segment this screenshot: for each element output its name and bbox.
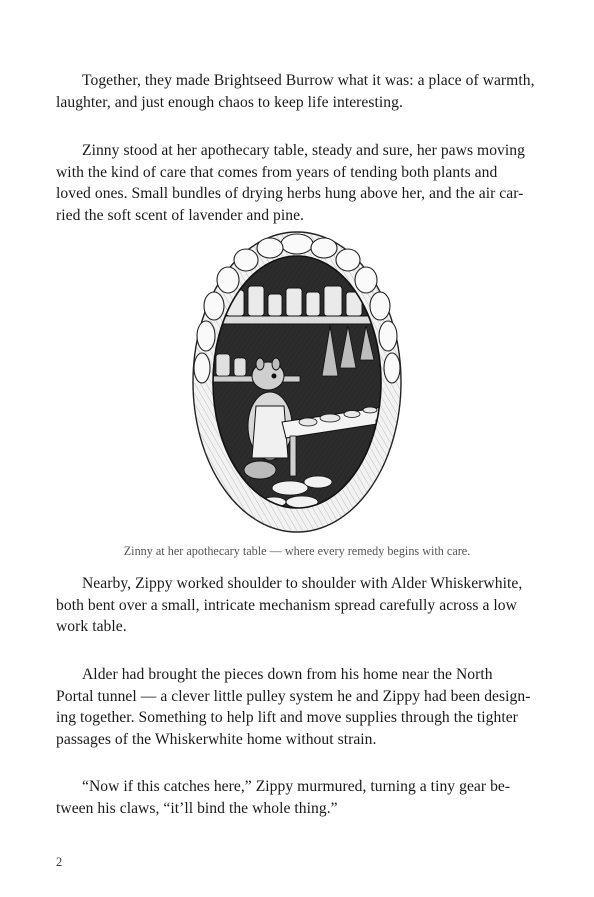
- apothecary-illustration: [190, 226, 404, 534]
- text-line: Together, they made Brightseed Burrow what it was: a place of warmth,: [82, 72, 535, 89]
- text-line: tween his claws, “it’ll bind the whole thing.”: [56, 799, 338, 817]
- paragraph-5: [56, 776, 532, 819]
- text-line: ried the soft scent of lavender and pine.: [56, 206, 304, 224]
- text-line: ing together. Something to help lift and move supplies through the tighter: [56, 709, 518, 726]
- paragraph-4: [56, 664, 532, 750]
- paragraph-3: [56, 573, 532, 638]
- text-line: laughter, and just enough chaos to keep life interesting.: [56, 93, 403, 111]
- figure-caption: Zinny at her apothecary table — where every remedy begins with care.: [123, 544, 471, 558]
- text-line: Nearby, Zippy worked shoulder to shoulder with Alder Whiskerwhite,: [82, 575, 523, 592]
- text-line: with the kind of care that comes from years of tending both plants and: [56, 163, 498, 181]
- text-line: both bent over a small, intricate mechanism spread carefully across a low: [56, 596, 517, 614]
- text-line: loved ones. Small bundles of drying herbs hung above her, and the air car-: [56, 185, 524, 202]
- paragraph-1: [56, 70, 535, 113]
- text-line: “Now if this catches here,” Zippy murmured, turning a tiny gear be-: [82, 778, 511, 795]
- text-line: Alder had brought the pieces down from his home near the North: [82, 666, 493, 683]
- page-number: 2: [56, 855, 63, 869]
- text-line: passages of the Whiskerwhite home without strain.: [56, 730, 377, 748]
- text-line: Zinny stood at her apothecary table, steady and sure, her paws moving: [82, 142, 525, 159]
- paragraph-2: [56, 140, 532, 226]
- text-line: work table.: [56, 618, 127, 635]
- text-line: Portal tunnel — a clever little pulley system he and Zippy had been design-: [56, 687, 531, 705]
